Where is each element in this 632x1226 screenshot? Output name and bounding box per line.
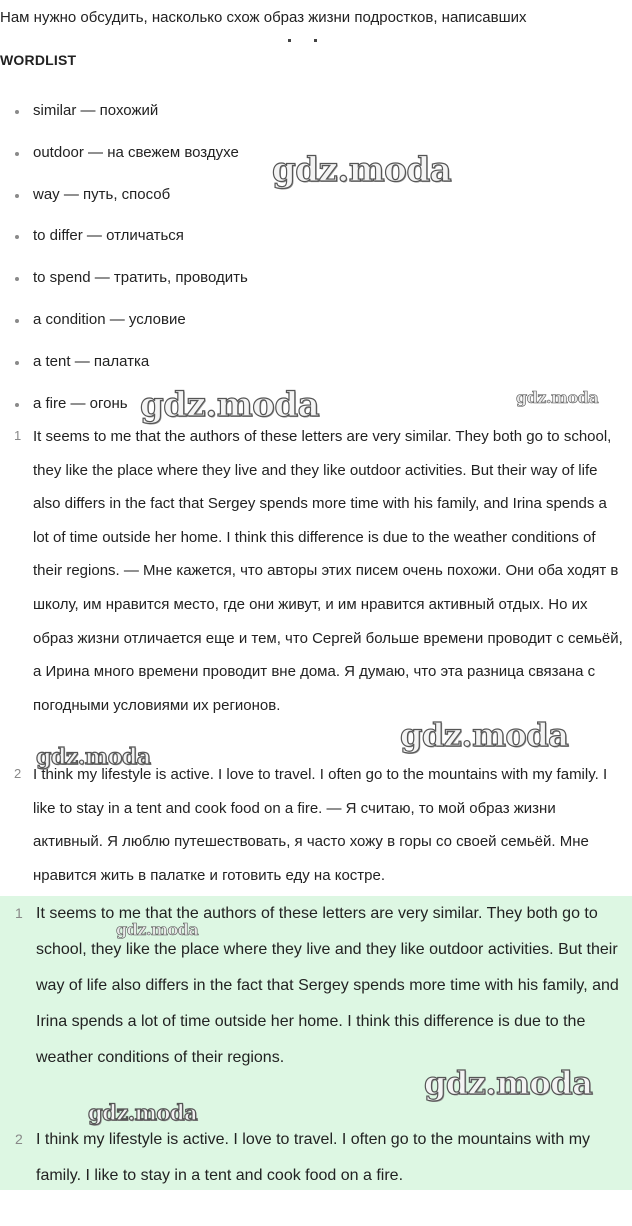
wordlist-item-text: outdoor — на свежем воздухе (33, 143, 239, 161)
bullet-icon (15, 403, 19, 407)
wordlist (0, 94, 632, 428)
bullet-icon (15, 319, 19, 323)
wordlist-title: WORDLIST (0, 52, 77, 68)
watermark-logo: gdz.moda (272, 150, 452, 190)
wordlist-item (0, 94, 632, 136)
answer-number: 1 (14, 428, 22, 443)
wordlist-item-text: similar — похожий (33, 102, 159, 119)
answer-number: 1 (15, 905, 23, 921)
answer-number: 2 (15, 1131, 23, 1147)
answer-number: 2 (14, 766, 22, 781)
answer-item (0, 420, 632, 758)
answer-list (0, 420, 632, 892)
wordlist-item-text: a condition — условие (33, 310, 186, 328)
wordlist-item (0, 219, 632, 261)
answer-text: I think my lifestyle is active. I love to travel. I often go to the mountains with my family. I like to stay in a tent and cook food on a fire. — Я считаю, то мой образ жизни активный. Я люблю путешествовать, я часто хожу в горы со своей семьёй. Мне нравится жить в палатке и готовить еду на костре. (33, 766, 608, 884)
answer-item (0, 758, 632, 892)
watermark-logo: gdz.moda (116, 920, 199, 939)
wordlist-item (0, 303, 632, 345)
wordlist-item (0, 345, 632, 387)
wordlist-item (0, 178, 632, 220)
answer-text: It seems to me that the authors of these letters are very similar. They both go to school, they like the place where they live and they like outdoor activities. But their way of life also differs in the fact that Sergey spends more time with his family, and Irina spends a lot of time outside her home. I think this difference is due to the weather conditions of their regions. — Мне кажется, что авторы этих писем очень похожи. Они оба ходят в школу, им нравится место, где они живут, и им нравится активный отдых. Но их образ жизни отличается еще и тем, что Сергей больше времени проводит с семьёй, а Ирина много времени проводит вне дома. Я думаю, что эта разница связана с погодными условиями их регионов. (33, 428, 623, 714)
bullet-icon (15, 152, 19, 156)
watermark-logo: gdz.moda (424, 1064, 593, 1102)
wordlist-item-text: a tent — палатка (33, 352, 150, 370)
answer-text: I think my lifestyle is active. I love to travel. I often go to the mountains with my family. I like to stay in a tent and cook food on a fire. (36, 1131, 591, 1184)
wordlist-item (0, 136, 632, 178)
bullet-icon (15, 235, 19, 239)
intro-text: Нам нужно обсудить, насколько схож образ жизни подростков, написавших (0, 9, 527, 26)
wordlist-item-text: to differ — отличаться (33, 227, 184, 245)
wordlist-item-text: a fire — огонь (33, 394, 128, 412)
answer-highlight-box (0, 896, 632, 1190)
bullet-icon (15, 277, 19, 281)
watermark-logo: gdz.moda (140, 385, 320, 425)
answer-item (0, 896, 632, 1122)
wordlist-item (0, 261, 632, 303)
bullet-icon (15, 361, 19, 365)
watermark-logo: gdz.moda (88, 1100, 198, 1125)
bullet-icon (15, 110, 19, 114)
answer-item (0, 1122, 632, 1194)
watermark-logo: gdz.moda (516, 388, 599, 407)
wordlist-item-text: to spend — тратить, проводить (33, 269, 248, 287)
bullet-icon (15, 194, 19, 198)
watermark-logo: gdz.moda (36, 744, 151, 770)
watermark-logo: gdz.moda (400, 716, 569, 754)
cut-off-text-fragment (286, 36, 326, 44)
answer-text: It seems to me that the authors of these letters are very similar. They both go to school, they like the place where they live and they like outdoor activities. But their way of life also differs in the fact that Sergey spends more time with his family, and Irina spends a lot of time outside her home. I think this difference is due to the weather conditions of their regions. (36, 905, 619, 1066)
wordlist-item-text: way — путь, способ (33, 185, 171, 203)
